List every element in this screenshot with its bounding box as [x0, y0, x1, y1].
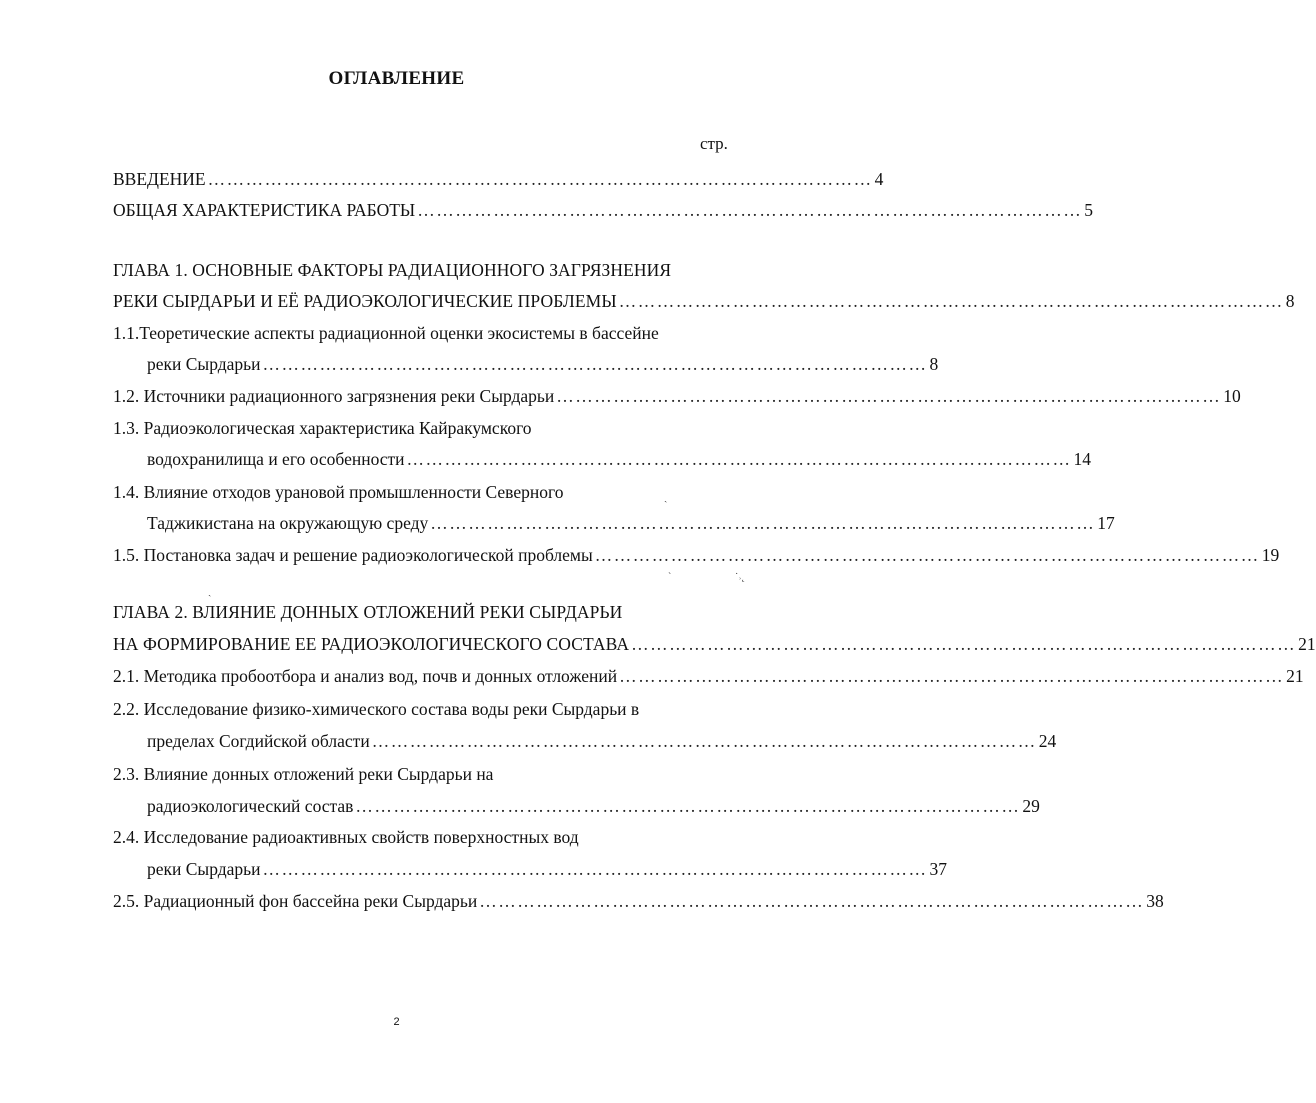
- toc-entry-text: Таджикистана на окружающую среду: [147, 513, 429, 533]
- toc-leader-dots: ……………………………………………………………………………………………: [417, 200, 1083, 220]
- toc-chapter-1-line2[interactable]: [113, 289, 1295, 313]
- toc-entry-1-4-line1[interactable]: 1.4. Влияние отходов урановой промышленности Северного: [113, 482, 564, 502]
- toc-chapter-2-line2[interactable]: [113, 632, 1316, 656]
- toc-entry-page: 5: [1084, 200, 1093, 220]
- toc-chapter-2-line1[interactable]: ГЛАВА 2. ВЛИЯНИЕ ДОННЫХ ОТЛОЖЕНИЙ РЕКИ СЫРДАРЬИ: [113, 602, 623, 622]
- toc-leader-dots: ……………………………………………………………………………………………: [207, 169, 873, 189]
- toc-entry-2-5[interactable]: [113, 889, 1164, 913]
- toc-entry-text: РЕКИ СЫРДАРЬИ И ЕЁ РАДИОЭКОЛОГИЧЕСКИЕ ПРОБЛЕМЫ: [113, 291, 617, 311]
- toc-entry-2-3-line2[interactable]: [147, 794, 1040, 818]
- toc-entry-text: 2.5. Радиационный фон бассейна реки Сырдарьи: [113, 891, 478, 911]
- toc-entry-page: 4: [874, 169, 884, 189]
- toc-entry-1-5[interactable]: [113, 543, 1280, 567]
- toc-leader-dots: ……………………………………………………………………………………………: [619, 666, 1285, 686]
- toc-entry-introduction[interactable]: [113, 167, 884, 191]
- toc-leader-dots: ……………………………………………………………………………………………: [406, 449, 1072, 469]
- toc-entry-page: 19: [1261, 545, 1280, 565]
- scan-speck: ˙˒˛: [735, 572, 745, 583]
- toc-entry-text: ВВЕДЕНИЕ: [113, 169, 206, 189]
- toc-entry-page: 8: [1285, 291, 1295, 311]
- toc-entry-text: водохранилища и его особенности: [147, 449, 405, 469]
- toc-entry-2-4-line1[interactable]: 2.4. Исследование радиоактивных свойств поверхностных вод: [113, 827, 579, 847]
- toc-entry-2-4-line2[interactable]: [147, 857, 947, 881]
- toc-entry-page: 21: [1286, 666, 1304, 686]
- toc-entry-text: пределах Согдийской области: [147, 731, 370, 751]
- scan-speck: ˎ: [664, 492, 668, 503]
- toc-chapter-1-line1[interactable]: ГЛАВА 1. ОСНОВНЫЕ ФАКТОРЫ РАДИАЦИОННОГО ЗАГРЯЗНЕНИЯ: [113, 260, 672, 280]
- toc-entry-text: реки Сырдарьи: [147, 859, 261, 879]
- toc-entry-2-1[interactable]: [113, 664, 1304, 688]
- toc-entry-page: 29: [1022, 796, 1040, 816]
- toc-entry-text: 2.1. Методика пробоотбора и анализ вод, почв и донных отложений: [113, 666, 618, 686]
- toc-leader-dots: ……………………………………………………………………………………………: [371, 731, 1037, 751]
- toc-entry-1-1-line2[interactable]: [147, 352, 939, 376]
- toc-entry-page: 8: [929, 354, 939, 374]
- scan-speck: ˋ: [668, 572, 672, 583]
- toc-entry-page: 24: [1038, 731, 1057, 751]
- toc-entry-1-1-line1[interactable]: 1.1.Теоретические аспекты радиационной оценки экосистемы в бассейне: [113, 323, 659, 343]
- toc-leader-dots: ……………………………………………………………………………………………: [262, 354, 928, 374]
- toc-entry-text: 1.2. Источники радиационного загрязнения реки Сырдарьи: [113, 386, 555, 406]
- toc-entry-2-2-line2[interactable]: [147, 729, 1057, 753]
- toc-entry-1-2[interactable]: [113, 384, 1241, 408]
- toc-entry-page: 38: [1146, 891, 1164, 911]
- toc-entry-page: 14: [1073, 449, 1092, 469]
- scan-speck: ˎ: [208, 586, 212, 597]
- toc-entry-text: реки Сырдарьи: [147, 354, 261, 374]
- toc-entry-page: 21: [1298, 634, 1316, 654]
- toc-leader-dots: ……………………………………………………………………………………………: [262, 859, 928, 879]
- toc-entry-text: радиоэкологический состав: [147, 796, 354, 816]
- toc-entry-general[interactable]: [113, 198, 1093, 222]
- toc-leader-dots: ……………………………………………………………………………………………: [430, 513, 1096, 533]
- toc-entry-page: 10: [1223, 386, 1241, 406]
- toc-leader-dots: ……………………………………………………………………………………………: [355, 796, 1021, 816]
- toc-entry-2-3-line1[interactable]: 2.3. Влияние донных отложений реки Сырдарьи на: [113, 764, 494, 784]
- toc-leader-dots: ……………………………………………………………………………………………: [479, 891, 1145, 911]
- toc-leader-dots: ……………………………………………………………………………………………: [618, 291, 1284, 311]
- page-number: 2: [393, 1016, 400, 1028]
- toc-entry-page: 17: [1097, 513, 1115, 533]
- toc-entry-page: 37: [929, 859, 947, 879]
- toc-entry-1-3-line1[interactable]: 1.3. Радиоэкологическая характеристика Кайракумского: [113, 418, 532, 438]
- toc-entry-text: ОБЩАЯ ХАРАКТЕРИСТИКА РАБОТЫ: [113, 200, 416, 220]
- toc-leader-dots: ……………………………………………………………………………………………: [631, 634, 1297, 654]
- toc-entry-text: 1.5. Постановка задач и решение радиоэкологической проблемы: [113, 545, 593, 565]
- toc-entry-1-4-line2[interactable]: [147, 511, 1115, 535]
- toc-entry-2-2-line1[interactable]: 2.2. Исследование физико-химического состава воды реки Сырдарьи в: [113, 699, 640, 719]
- page-title: ОГЛАВЛЕНИЕ: [328, 68, 465, 89]
- toc-leader-dots: ……………………………………………………………………………………………: [594, 545, 1260, 565]
- toc-entry-1-3-line2[interactable]: [147, 447, 1092, 471]
- toc-entry-text: НА ФОРМИРОВАНИЕ ЕЕ РАДИОЭКОЛОГИЧЕСКОГО СОСТАВА: [113, 634, 630, 654]
- toc-leader-dots: ……………………………………………………………………………………………: [556, 386, 1222, 406]
- page-column-label: стр.: [700, 134, 728, 153]
